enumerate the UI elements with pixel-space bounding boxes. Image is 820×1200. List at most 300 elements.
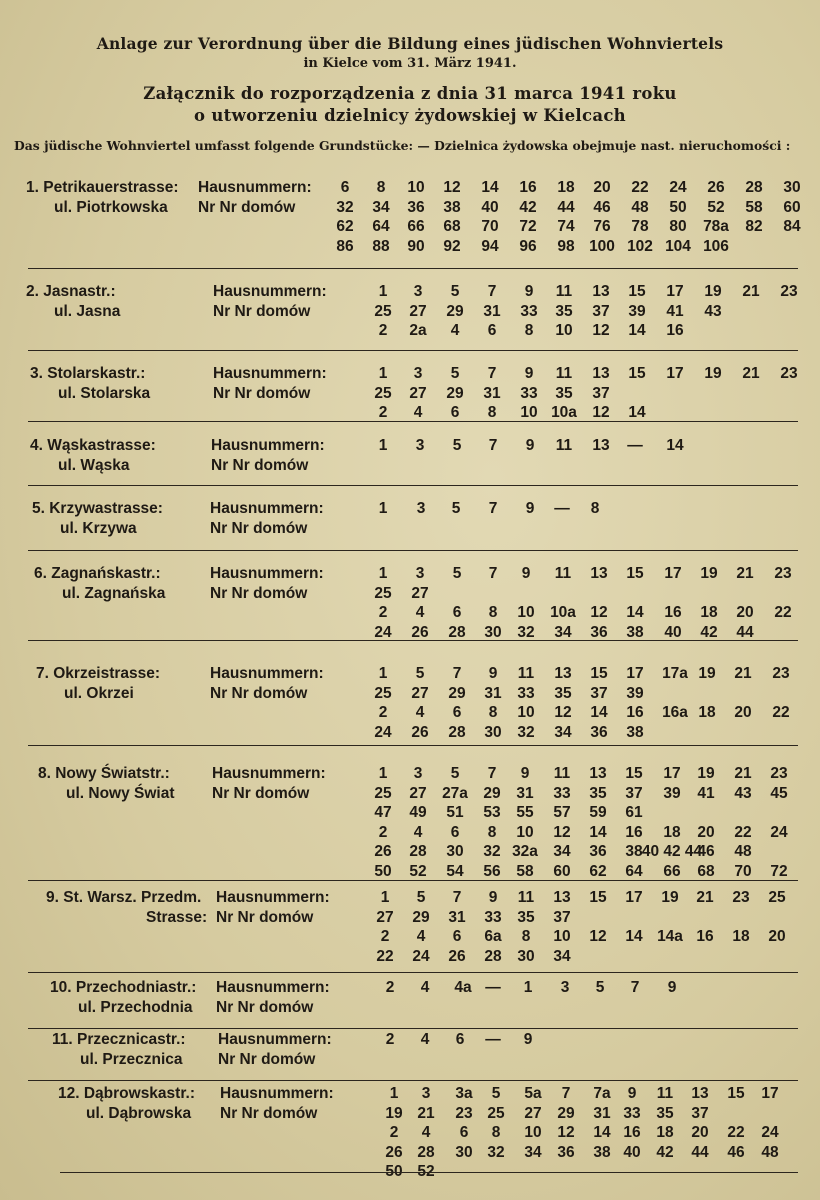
house-number: 18: [656, 1124, 674, 1141]
house-number: 46: [727, 1143, 745, 1161]
house-number: 19: [385, 1104, 403, 1122]
section-divider: [28, 1028, 798, 1029]
house-number: 13: [592, 283, 610, 300]
house-number: 21: [736, 565, 754, 582]
label-hausnummern: Hausnummern:: [210, 565, 324, 582]
house-number: 2: [385, 979, 395, 996]
house-number: 1: [378, 283, 388, 300]
street-name-de: 6. Zagnańskastr.:: [34, 565, 161, 582]
house-number: 78a: [703, 218, 729, 235]
label-hausnummern: Hausnummern:: [218, 1031, 332, 1048]
house-number: 27: [409, 784, 427, 802]
house-number: 28: [409, 843, 427, 860]
house-number: 16: [626, 704, 644, 721]
house-number: 2: [378, 604, 388, 621]
street-name: [58, 1084, 195, 1123]
house-number: 10a: [551, 404, 577, 421]
house-number: 28: [448, 623, 466, 641]
house-number: 9: [520, 765, 530, 782]
house-number: 58: [516, 862, 534, 880]
street-name: [26, 178, 179, 217]
house-number: 24: [412, 947, 430, 965]
house-number: 37: [625, 784, 643, 802]
house-number: 28: [448, 723, 466, 741]
house-number: 7: [487, 283, 497, 300]
house-number: 14a: [657, 928, 683, 945]
house-number: 6: [340, 179, 350, 196]
house-number: 38: [625, 843, 643, 860]
label-nr-domow: Nr Nr domów: [198, 198, 296, 216]
house-number: 19: [704, 365, 722, 382]
house-number: 9: [524, 283, 534, 300]
house-number: 62: [589, 862, 607, 880]
house-number: 1: [378, 765, 388, 782]
house-number: 22: [774, 604, 792, 621]
section-divider: [28, 880, 798, 881]
house-number-labels: [213, 364, 327, 403]
house-number: 27: [411, 684, 429, 702]
title-german: Anlage zur Verordnung über die Bildung eines jüdischen Wohnviertels: [96, 34, 724, 53]
street-name: [30, 436, 156, 475]
street-name-pl: ul. Zagnańska: [62, 584, 166, 602]
section-divider: [28, 745, 798, 746]
house-number: 1: [378, 365, 388, 382]
house-number: 23: [770, 765, 788, 782]
house-number: 42: [656, 1143, 674, 1161]
house-number: 24: [374, 623, 392, 641]
house-number: 24: [374, 723, 392, 741]
house-number: 7: [488, 500, 498, 517]
house-number: 1: [389, 1085, 399, 1102]
section-divider: [28, 421, 798, 422]
house-number: —: [627, 437, 643, 454]
house-number: 4a: [454, 979, 472, 996]
house-number: 48: [761, 1143, 779, 1161]
house-number: 4: [415, 604, 425, 621]
house-number: 36: [407, 198, 425, 216]
house-number: 7a: [593, 1085, 611, 1102]
house-number: 20: [734, 704, 752, 721]
label-nr-domow: Nr Nr domów: [210, 684, 308, 702]
house-number: 33: [484, 908, 502, 926]
house-number: 26: [411, 623, 429, 641]
label-hausnummern: Hausnummern:: [210, 500, 324, 517]
house-number: 11: [517, 665, 535, 682]
street-name-pl: ul. Okrzei: [64, 684, 134, 702]
house-number: 21: [734, 665, 752, 682]
house-number: 19: [698, 665, 716, 682]
house-number: 7: [452, 665, 462, 682]
house-number: 31: [483, 384, 501, 402]
house-number: 102: [627, 237, 653, 255]
house-number: 14: [589, 823, 607, 841]
house-number: 68: [697, 862, 715, 880]
house-number: 55: [516, 804, 534, 821]
house-number: 16: [664, 604, 682, 621]
house-number: 61: [625, 804, 643, 821]
house-number: 15: [727, 1085, 745, 1102]
house-number: 23: [774, 565, 792, 582]
section-divider: [28, 550, 798, 551]
label-nr-domow: Nr Nr domów: [210, 519, 308, 537]
street-name-de: 10. Przechodniastr.:: [50, 979, 197, 996]
street-name: [52, 1030, 186, 1069]
house-number: 11: [555, 437, 573, 454]
house-number: 32a: [512, 843, 538, 860]
house-number: 33: [520, 384, 538, 402]
house-number: 66: [663, 862, 681, 880]
house-number: 37: [592, 384, 610, 402]
house-number: 9: [667, 979, 677, 996]
house-number-labels: [216, 888, 330, 927]
label-hausnummern: Hausnummern:: [211, 437, 325, 454]
house-number: 38: [626, 723, 644, 741]
section-divider: [28, 350, 798, 351]
house-number: 8: [491, 1124, 501, 1141]
house-number: 5: [595, 979, 605, 996]
house-number: 51: [446, 804, 464, 821]
house-number: 5: [450, 283, 460, 300]
house-number: 13: [592, 437, 610, 454]
house-number: 34: [553, 947, 571, 965]
house-number: 18: [732, 928, 750, 945]
house-number: 12: [592, 322, 610, 339]
house-number: —: [554, 500, 570, 517]
house-number: 13: [592, 365, 610, 382]
house-number: 59: [589, 804, 607, 821]
house-number: 38: [626, 623, 644, 641]
house-number-labels: [218, 1030, 332, 1069]
house-number: 21: [696, 889, 714, 906]
house-number: 26: [707, 179, 725, 196]
house-number: 39: [626, 684, 644, 702]
street-name-pl: ul. Nowy Świat: [66, 784, 175, 802]
house-number: 3: [413, 283, 423, 300]
house-number: 33: [517, 684, 535, 702]
house-number: 13: [553, 889, 571, 906]
house-number: 9: [525, 437, 535, 454]
house-number: 2: [378, 704, 388, 721]
label-nr-domow: Nr Nr domów: [213, 384, 311, 402]
house-number: 8: [487, 404, 497, 421]
house-number: 15: [589, 889, 607, 906]
house-number: 16a: [662, 704, 688, 721]
street-name-pl: ul. Przechodnia: [78, 998, 193, 1016]
label-nr-domow: Nr Nr domów: [210, 584, 308, 602]
label-hausnummern: Hausnummern:: [216, 889, 330, 906]
house-number: 11: [553, 765, 571, 782]
label-nr-domow: Nr Nr domów: [216, 998, 314, 1016]
house-number: 8: [488, 704, 498, 721]
house-number: 38: [443, 198, 461, 216]
house-number: 12: [443, 179, 461, 196]
house-number: 27: [524, 1104, 542, 1122]
house-number: 2: [389, 1124, 399, 1141]
street-name-de: 11. Przecznicastr.:: [52, 1031, 186, 1048]
house-number: 39: [628, 302, 646, 320]
house-number: 10: [516, 823, 534, 841]
house-number: 6: [452, 604, 462, 621]
house-number: 104: [665, 237, 691, 255]
house-number: 17: [666, 365, 684, 382]
house-number: 12: [590, 604, 608, 621]
house-number: 27a: [442, 784, 468, 802]
house-number: 36: [589, 843, 607, 860]
house-number: 17: [664, 565, 682, 582]
house-number: 32: [336, 198, 354, 216]
street-name: [50, 978, 196, 1017]
house-number: 40 42 44: [641, 843, 703, 860]
house-number: 31: [448, 908, 466, 926]
house-number: 50: [385, 1163, 403, 1180]
house-number: 25: [487, 1104, 505, 1122]
house-number: 36: [590, 723, 608, 741]
house-number: 49: [409, 804, 427, 821]
house-number: 26: [374, 843, 392, 860]
house-number: 41: [697, 784, 715, 802]
house-number: 106: [703, 237, 729, 255]
house-number: 3: [421, 1085, 431, 1102]
house-number: 13: [554, 665, 572, 682]
label-hausnummern: Hausnummern:: [213, 283, 327, 300]
house-number: 6: [455, 1031, 465, 1048]
house-number: 3: [415, 565, 425, 582]
house-number: 88: [372, 237, 390, 255]
house-number: 14: [625, 928, 643, 945]
house-number: 26: [411, 723, 429, 741]
house-number: 32: [517, 623, 535, 641]
house-number: 21: [742, 365, 760, 382]
house-number: 30: [484, 623, 502, 641]
section-divider: [28, 972, 798, 973]
house-number: 8: [524, 322, 534, 339]
house-number: 23: [772, 665, 790, 682]
house-number: 4: [421, 1124, 431, 1141]
house-number: 4: [416, 928, 426, 945]
house-number: 6: [459, 1124, 469, 1141]
house-number: 29: [446, 302, 464, 320]
house-number: 1: [378, 500, 388, 517]
house-number: 31: [483, 302, 501, 320]
house-number-labels: [198, 178, 312, 217]
house-number: 4: [420, 1031, 430, 1048]
house-number: 29: [483, 784, 501, 802]
house-number: 18: [663, 823, 681, 841]
house-number: 21: [417, 1104, 435, 1122]
house-number: 7: [488, 565, 498, 582]
house-number: —: [485, 1031, 501, 1048]
house-number: 78: [631, 218, 649, 235]
house-number: 30: [783, 179, 801, 196]
house-number: 14: [628, 322, 646, 339]
house-number: 25: [374, 684, 392, 702]
house-number: 43: [734, 784, 752, 802]
house-number: 50: [374, 862, 392, 880]
house-number: 31: [516, 784, 534, 802]
house-number: 10a: [550, 604, 576, 621]
house-number: 92: [443, 237, 461, 255]
house-number: 19: [704, 283, 722, 300]
house-number: 2: [380, 928, 390, 945]
house-number: 42: [700, 623, 718, 641]
house-number: 12: [553, 823, 571, 841]
street-name-pl: ul. Krzywa: [60, 519, 137, 537]
house-number: 10: [553, 928, 571, 945]
house-number: 17a: [662, 665, 688, 682]
house-number: 64: [625, 862, 643, 880]
house-number: 45: [770, 784, 788, 802]
house-number: 37: [592, 302, 610, 320]
house-number: 86: [336, 237, 354, 255]
house-number: 2a: [409, 322, 427, 339]
title-polish: Załącznik do rozporządzenia z dnia 31 marca 1941 roku: [143, 84, 677, 103]
house-number: 53: [483, 804, 501, 821]
house-number: 15: [590, 665, 608, 682]
house-number: 34: [554, 623, 572, 641]
house-number: 44: [557, 198, 575, 216]
house-number: 16: [519, 179, 537, 196]
house-number: 22: [734, 823, 752, 841]
house-number: 60: [783, 198, 801, 216]
house-number: 5: [452, 565, 462, 582]
house-number: 14: [666, 437, 684, 454]
street-name-pl: ul. Stolarska: [58, 384, 151, 402]
house-number: 43: [704, 302, 722, 320]
house-number: 18: [557, 179, 575, 196]
house-number: 25: [374, 784, 392, 802]
house-number: 11: [554, 565, 572, 582]
label-hausnummern: Hausnummern:: [198, 179, 312, 196]
house-number: 30: [446, 843, 464, 860]
house-number: 40: [623, 1143, 641, 1161]
house-number: 41: [666, 302, 684, 320]
house-number: 8: [376, 179, 386, 196]
house-number: 28: [417, 1143, 435, 1161]
house-number: 33: [553, 784, 571, 802]
house-number: 22: [631, 179, 649, 196]
house-number: 5: [451, 500, 461, 517]
house-number: 10: [407, 179, 425, 196]
street-name-pl: ul. Wąska: [58, 456, 130, 474]
house-number: 14: [590, 704, 608, 721]
house-number: 27: [409, 302, 427, 320]
house-number: 48: [734, 843, 752, 860]
street-name: [26, 282, 120, 321]
house-number: 52: [409, 862, 427, 880]
house-number: 80: [669, 218, 687, 235]
house-number: 6: [450, 404, 460, 421]
house-number: 17: [663, 765, 681, 782]
house-number: 31: [484, 684, 502, 702]
house-number: 19: [661, 889, 679, 906]
house-number: 30: [455, 1143, 473, 1161]
lead-sentence: Das jüdische Wohnviertel umfasst folgende Grundstücke: — Dzielnica żydowska obejmuje nast. nieruchomości :: [14, 138, 791, 153]
house-number: 5: [450, 765, 460, 782]
house-number: 24: [669, 179, 687, 196]
house-number: 52: [417, 1163, 435, 1180]
house-number: 18: [700, 604, 718, 621]
house-number: 9: [525, 500, 535, 517]
street-name-de: 1. Petrikauerstrasse:: [26, 179, 179, 196]
house-number: 34: [372, 198, 390, 216]
street-name-de: 8. Nowy Światstr.:: [38, 765, 170, 782]
house-number: 14: [628, 404, 646, 421]
house-number: 25: [374, 384, 392, 402]
house-number: 1: [378, 437, 388, 454]
house-number: 3: [413, 365, 423, 382]
house-number: 8: [590, 500, 600, 517]
house-number: 4: [413, 823, 423, 841]
street-name-pl: ul. Jasna: [54, 302, 121, 320]
section-divider: [28, 640, 798, 641]
house-number: 1: [378, 565, 388, 582]
house-number: 4: [413, 404, 423, 421]
house-number: 18: [698, 704, 716, 721]
house-number: 16: [666, 322, 684, 339]
street-name: [38, 764, 175, 803]
house-number: 40: [481, 198, 499, 216]
house-number: 20: [691, 1124, 709, 1141]
house-number: 7: [487, 365, 497, 382]
house-number: 31: [593, 1104, 611, 1122]
house-number: 94: [481, 237, 499, 255]
house-number: 23: [780, 365, 798, 382]
title-german-date: in Kielce vom 31. März 1941.: [303, 56, 517, 71]
house-number: 46: [697, 843, 715, 860]
label-hausnummern: Hausnummern:: [213, 365, 327, 382]
street-name-de: 3. Stolarskastr.:: [30, 365, 146, 382]
house-number: 9: [523, 1031, 533, 1048]
label-nr-domow: Nr Nr domów: [216, 908, 314, 926]
section-divider: [28, 485, 798, 486]
house-number: 64: [372, 218, 390, 235]
label-nr-domow: Nr Nr domów: [220, 1104, 318, 1122]
house-number: 5: [452, 437, 462, 454]
house-number: 1: [380, 889, 390, 906]
house-number: 1: [523, 979, 533, 996]
house-number: 12: [589, 928, 607, 945]
house-number-labels: [210, 564, 324, 603]
house-number: 4: [420, 979, 430, 996]
house-number: 11: [656, 1085, 674, 1102]
house-number: 8: [488, 604, 498, 621]
house-number: 29: [446, 384, 464, 402]
house-number: 10: [520, 404, 538, 421]
house-number: 37: [553, 908, 571, 926]
house-number-labels: [212, 764, 326, 803]
house-number: 5: [450, 365, 460, 382]
house-number: 30: [517, 947, 535, 965]
house-number: 27: [411, 584, 429, 602]
house-number: 7: [487, 765, 497, 782]
house-number: 29: [557, 1104, 575, 1122]
house-number: 23: [455, 1104, 473, 1122]
section-divider: [28, 268, 798, 269]
street-name-de: 2. Jasnastr.:: [26, 283, 116, 300]
house-number: 66: [407, 218, 425, 235]
house-number: 34: [553, 843, 571, 860]
house-number: 4: [415, 704, 425, 721]
house-number: 7: [630, 979, 640, 996]
house-number: 11: [555, 365, 573, 382]
house-number: 90: [407, 237, 425, 255]
house-number: 15: [628, 283, 646, 300]
house-number: 14: [593, 1124, 611, 1141]
house-number: 6a: [484, 928, 502, 945]
house-number: 19: [700, 565, 718, 582]
street-name: [34, 564, 165, 603]
house-number: 56: [483, 862, 501, 880]
